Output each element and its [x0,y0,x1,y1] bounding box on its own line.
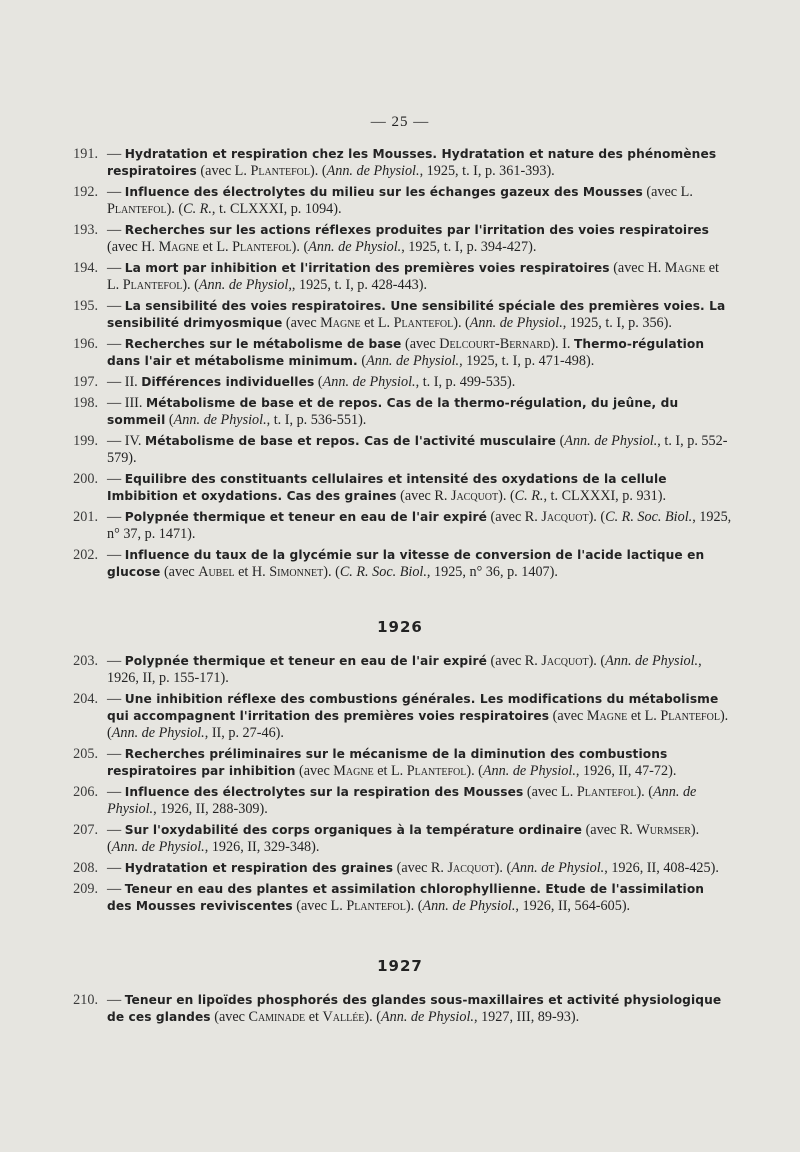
entry-text: ). ( [107,822,700,855]
entry-text: ). ( [405,898,423,914]
entry-text: (avec L. [523,784,577,800]
entry-text: , 1925, t. I, p. 356). [562,315,672,331]
entry-text: (avec [160,564,199,580]
journal-title: Ann. de Physiol. [564,433,658,449]
bold-title: La sensibilité des voies respiratoires. Une sensibilité spéciale des premières voies. La sensibilité drimyosmique [107,299,726,330]
entry-text: et [305,1009,323,1025]
author-name: Aubel [198,564,235,580]
author-name: Plantefol [107,201,167,217]
journal-title: Ann. de Physiol. [111,725,205,741]
bibliography-entry [66,784,732,818]
entry-number: 195. [73,298,98,314]
entry-text: (avec R. [487,509,542,525]
bold-title: Thermo-régulation dans l'air et métabolisme minimum. [107,337,705,368]
journal-title: Ann. de Physiol. [380,1009,474,1025]
journal-title: Ann. de Physiol. [326,163,420,179]
entry-text: — [107,691,125,707]
entry-number: 194. [73,260,98,276]
entry-text: ). ( [498,488,515,504]
entry-text: (avec R. [393,860,448,876]
bold-title: Hydratation et respiration des graines [124,861,394,875]
author-name: Magne [586,708,628,724]
journal-title: Ann. de Physiol. [366,353,460,369]
bibliography-entry [66,860,732,877]
entry-text: et H. [234,564,270,580]
entry-text: — [107,547,125,563]
entry-number: 207. [73,822,98,838]
entry-number: 201. [73,509,98,525]
entry-text: , 1925, t. I, p. 394-427). [401,239,537,255]
journal-title: C. R. [183,201,212,217]
entry-text: — [107,822,125,838]
entries-1925 [66,146,732,585]
entry-text: , t. CLXXXI, p. 1094). [211,201,342,217]
author-name: Magne [320,315,361,331]
journal-title: Ann. de Physiol. [322,374,416,390]
journal-title: C. R. Soc. Biol. [339,564,427,580]
entry-number: 200. [73,471,98,487]
entry-text: — [107,746,125,762]
journal-title: Ann. de Physiol. [107,784,697,817]
entry-number: 209. [73,881,98,897]
bold-title: Influence des électrolytes sur la respiration des Mousses [124,785,524,799]
bold-title: Recherches sur les actions réflexes produites par l'irritation des voies respiratoires [124,223,710,237]
year-heading-1927: 1927 [377,957,423,975]
entry-number: 204. [73,691,98,707]
entry-number: 199. [73,433,98,449]
author-name: Plantefol [232,239,292,255]
bibliography-entry [66,509,732,543]
journal-title: C. R. [514,488,544,504]
journal-title: Ann. de Physiol. [308,239,402,255]
entry-number: 208. [73,860,98,876]
entries-1927 [66,992,732,1030]
bibliography-entry [66,691,732,742]
bold-title: Teneur en eau des plantes et assimilation chlorophyllienne. Etude de l'assimilation des Mousses reviviscentes [107,882,705,913]
entry-number: 191. [73,146,98,162]
entry-text: (avec R. [396,488,451,504]
entry-text: , 1926, II, 408-425). [604,860,719,876]
entry-text: ). ( [466,763,483,779]
entry-text: et L. [627,708,661,724]
bold-title: Métabolisme de base et de repos. Cas de la thermo-régulation, du jeûne, du sommeil [107,396,679,427]
entry-text: ( [556,433,565,449]
bibliography-entry [66,374,732,391]
entry-number: 205. [73,746,98,762]
bibliography-entry [66,746,732,780]
entry-text: — [107,471,125,487]
bold-title: Sur l'oxydabilité des corps organiques à la température ordinaire [124,823,583,837]
journal-title: Ann. de Physiol. [173,412,267,428]
bold-title: Influence du taux de la glycémie sur la vitesse de conversion de l'acide lactique en glucose [107,548,705,579]
entry-text: ). ( [291,239,309,255]
entry-text: et L. [373,763,407,779]
journal-title: Ann. de Physiol. [482,763,576,779]
author-name: Caminade [248,1009,306,1025]
entry-number: 198. [73,395,98,411]
entry-text: ). ( [182,277,199,293]
entry-text: ). ( [166,201,184,217]
entry-text: — [107,992,125,1008]
entry-text: , t. I, p. 536-551). [266,412,367,428]
entry-text: — [107,509,125,525]
bibliography-entry [66,298,732,332]
journal-title: Ann. de Physiol. [605,653,699,669]
entry-text: , t. I, p. 499-535). [415,374,516,390]
bold-title: Métabolisme de base et repos. Cas de l'activité musculaire [144,434,557,448]
entry-text: — [107,336,125,352]
entry-text: ( [165,412,174,428]
entry-text: ). ( [588,653,606,669]
bibliography-entry [66,471,732,505]
bibliography-entry [66,184,732,218]
entry-text: — [107,298,125,314]
entry-text: , 1927, III, 89-93). [473,1009,580,1025]
entry-text: (avec R. [487,653,542,669]
entry-text: , 1926, II, 564-605). [515,898,631,914]
entry-number: 202. [73,547,98,563]
entry-text: , 1926, II, p. 155-171). [107,653,702,686]
author-name: Jacquot [450,488,499,504]
entry-number: 196. [73,336,98,352]
author-name: Jacquot [541,653,589,669]
bold-title: Polypnée thermique et teneur en eau de l'air expiré [124,510,487,524]
entry-text: (avec [401,336,440,352]
author-name: Plantefol [660,708,720,724]
bibliography-entry [66,146,732,180]
author-name: Plantefol [122,277,183,293]
entry-text: — [107,222,125,238]
entry-text: (avec [210,1009,249,1025]
entry-text: ( [314,374,323,390]
entries-1926 [66,653,732,919]
year-heading-1926: 1926 [377,618,423,636]
entry-text: (avec [295,763,334,779]
entry-text: ). I. [550,336,574,352]
bold-title: Equilibre des constituants cellulaires et intensité des oxydations de la cellule Imbibition et oxydations. Cas des graines [107,472,667,503]
entry-text: ). ( [364,1009,381,1025]
entry-text: et L. [107,260,719,293]
journal-title: Ann. de Physiol, [198,277,292,293]
entry-text: — [107,860,125,876]
entry-text: , 1925, n° 37, p. 1471). [107,509,732,542]
bold-title: Recherches sur le métabolisme de base [124,337,402,351]
entry-text: (avec [282,315,321,331]
journal-title: C. R. Soc. Biol. [605,509,693,525]
author-name: Plantefol [576,784,637,800]
journal-title: Ann. de Physiol. [111,839,205,855]
bibliography-entry [66,822,732,856]
entry-text: , II, p. 27-46). [204,725,284,741]
entry-text: et L. [199,239,233,255]
entry-text: , 1926, II, 288-309). [153,801,268,817]
entry-text: , 1925, n° 36, p. 1407). [426,564,558,580]
entry-text: ). ( [310,163,327,179]
journal-title: Ann. de Physiol. [422,898,516,914]
bibliography-entry [66,881,732,915]
bold-title: Influence des électrolytes du milieu sur les échanges gazeux des Mousses [124,185,643,199]
entry-text: ( [357,353,367,369]
author-name: Magne [158,239,199,255]
author-name: Jacquot [541,509,589,525]
author-name: Vallée [322,1009,365,1025]
entry-number: 210. [73,992,98,1008]
entry-text: (avec L. [292,898,347,914]
author-name: Magne [333,763,374,779]
author-name: Plantefol [406,763,467,779]
bibliography-entry [66,260,732,294]
bibliography-entry [66,395,732,429]
entry-number: 206. [73,784,98,800]
entry-text: — [107,881,125,897]
bibliography-entry [66,433,732,467]
bold-title: Recherches préliminaires sur le mécanisme de la diminution des combustions respiratoires par inhibition [107,747,668,778]
entry-text: — [107,784,125,800]
bold-title: Différences individuelles [141,375,315,389]
bold-title: Hydratation et respiration chez les Mousses. Hydratation et nature des phénomènes respiratoires [107,147,717,178]
entry-text: (avec L. [196,163,251,179]
journal-title: Ann. de Physiol. [511,860,605,876]
entry-text: , t. I, p. 552-579). [107,433,728,466]
entry-text: et L. [360,315,394,331]
entry-text: ). ( [453,315,470,331]
bibliography-entry [66,547,732,581]
entry-text: (avec H. [107,239,159,255]
entry-text: — [107,260,125,276]
entry-text: — II. [107,374,142,390]
entry-number: 197. [73,374,98,390]
entry-text: , t. CLXXXI, p. 931). [543,488,667,504]
author-name: Plantefol [393,315,454,331]
bold-title: Polypnée thermique et teneur en eau de l'air expiré [124,654,487,668]
author-name: Delcourt-Bernard [439,336,551,352]
entry-text: — IV. [107,433,145,449]
bold-title: Teneur en lipoïdes phosphorés des glandes sous-maxillaires et activité physiologique de ces glandes [107,993,722,1024]
journal-title: Ann. de Physiol. [469,315,563,331]
entry-text: , 1925, t. I, p. 428-443). [291,277,428,293]
entry-text: — [107,184,125,200]
entry-text: ). ( [588,509,606,525]
entry-text: , 1925, t. I, p. 361-393). [419,163,555,179]
bibliography-entry [66,336,732,370]
author-name: Jacquot [447,860,495,876]
page-number: — 25 — [370,114,430,130]
entry-number: 203. [73,653,98,669]
bibliography-entry [66,992,732,1026]
entry-text: ). ( [107,708,729,741]
entry-text: — [107,146,125,162]
entry-text: (avec [549,708,587,724]
entry-text: , 1925, t. I, p. 471-498). [459,353,595,369]
entry-text: ). ( [494,860,512,876]
author-name: Simonnet [269,564,324,580]
entry-text: , 1926, II, 47-72). [575,763,677,779]
entry-text: (avec H. [609,260,665,276]
entry-text: (avec R. [582,822,637,838]
entry-text: — III. [107,395,147,411]
bibliography-entry [66,222,732,256]
entry-number: 193. [73,222,98,238]
author-name: Plantefol [346,898,406,914]
entry-text: , 1926, II, 329-348). [204,839,320,855]
author-name: Wurmser [636,822,691,838]
bold-title: La mort par inhibition et l'irritation des premières voies respiratoires [124,261,610,275]
entry-number: 192. [73,184,98,200]
entry-text: ). ( [323,564,340,580]
entry-text: (avec L. [642,184,693,200]
entry-text: — [107,653,125,669]
bibliography-entry [66,653,732,687]
entry-text: ). ( [636,784,653,800]
bold-title: Une inhibition réflexe des combustions générales. Les modifications du métabolisme qui accompagnent l'irritation des premières voies respiratoires [107,692,719,723]
author-name: Magne [664,260,706,276]
author-name: Plantefol [250,163,311,179]
